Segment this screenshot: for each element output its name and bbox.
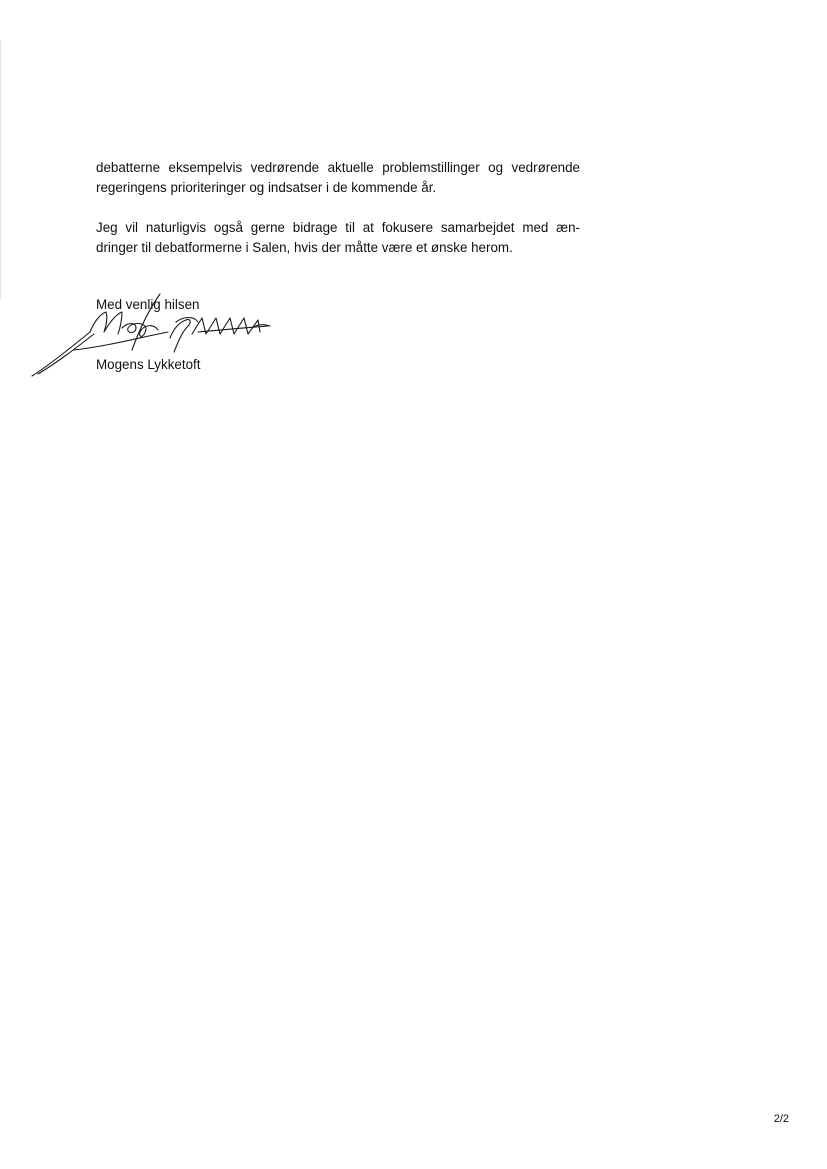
paragraph-1 <box>96 158 580 198</box>
closing-salutation: Med venlig hilsen <box>96 297 200 312</box>
paragraph-2-line-1: Jeg vil naturligvis også gerne bidrage til at fokusere samarbejdet med æn- <box>96 220 580 235</box>
paragraph-2 <box>96 218 580 258</box>
paragraph-2-line-2: dringer til debatformerne i Salen, hvis der måtte være et ønske herom. <box>96 240 513 255</box>
letter-body <box>96 158 580 278</box>
page-number: 2/2 <box>773 1113 789 1125</box>
paragraph-1-line-2: regeringens prioriteringer og indsatser i de kommende år. <box>96 180 437 195</box>
scan-edge-mark <box>0 40 1 300</box>
paragraph-1-line-1: debatterne eksempelvis vedrørende aktuelle problemstillinger og vedrørende <box>96 160 580 175</box>
signer-name: Mogens Lykketoft <box>96 357 201 372</box>
